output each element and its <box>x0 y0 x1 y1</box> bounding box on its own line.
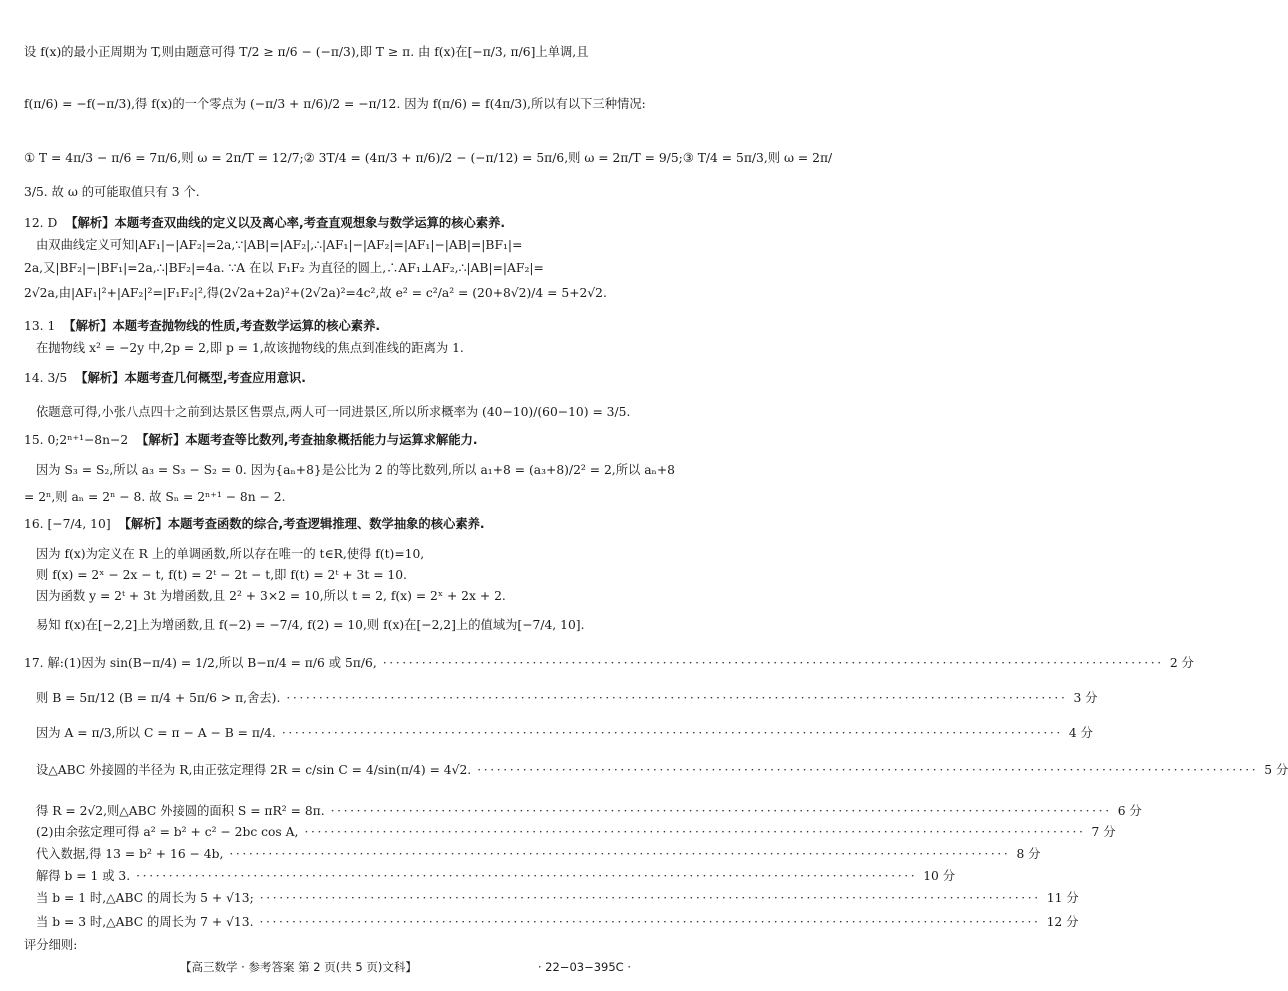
analysis-tag: 【解析】本题考查几何概型,考查应用意识. <box>75 371 306 385</box>
answer-line: 易知 f(x)在[−2,2]上为增函数,且 f(−2) = −7/4, f(2) = 10,则 f(x)在[−2,2]上的值域为[−7/4, 10]. <box>36 618 585 632</box>
step-text: 代入数据,得 13 = b² + 16 − 4b, <box>36 847 224 861</box>
step-score: 11 分 <box>1046 891 1079 905</box>
answer-line: 依题意可得,小张八点四十之前到达景区售票点,两人可一同进景区,所以所求概率为 (40−10)/(60−10) = 3/5. <box>36 405 631 419</box>
step-score: 8 分 <box>1016 847 1041 861</box>
leader-dots: ························································································································ <box>286 691 1068 705</box>
solution-step <box>24 655 1194 672</box>
leader-dots: ························································································································ <box>330 804 1112 818</box>
solution-step <box>36 890 1079 907</box>
analysis-tag: 【解析】本题考查等比数列,考查抽象概括能力与运算求解能力. <box>136 433 478 447</box>
footer-code: · 22−03−395C · <box>537 960 631 974</box>
step-score: 10 分 <box>923 869 956 883</box>
solution-step <box>36 824 1116 841</box>
step-score: 7 分 <box>1091 825 1116 839</box>
solution-step <box>36 914 1079 931</box>
step-score: 12 分 <box>1046 915 1079 929</box>
analysis-tag: 【解析】本题考查函数的综合,考查逻辑推理、数学抽象的核心素养. <box>118 517 485 531</box>
answer-line: 则 f(x) = 2ˣ − 2x − t, f(t) = 2ᵗ − 2t − t,即 f(t) = 2ᵗ + 3t = 10. <box>36 568 407 582</box>
question-number: 16. [−7/4, 10] <box>24 517 111 531</box>
footer-title: 【高三数学 · 参考答案 第 2 页(共 5 页)文科】 <box>180 960 417 974</box>
answer-line: 因为 f(x)为定义在 R 上的单调函数,所以存在唯一的 t∈R,使得 f(t)=10, <box>36 547 425 561</box>
analysis-tag: 【解析】本题考查抛物线的性质,考查数学运算的核心素养. <box>63 319 381 333</box>
leader-dots: ························································································································ <box>281 726 1063 740</box>
solution-step <box>36 846 1041 863</box>
leader-dots: ························································································································ <box>259 915 1041 929</box>
answer-line: 设 f(x)的最小正周期为 T,则由题意可得 T/2 ≥ π/6 − (−π/3),即 T ≥ π. 由 f(x)在[−π/3, π/6]上单调,且 <box>24 45 589 59</box>
answer-line: 2a,又|BF₂|−|BF₁|=2a,∴|BF₂|=4a. ∵A 在以 F₁F₂ 为直径的圆上,∴AF₁⊥AF₂,∴|AB|=|AF₂|= <box>24 261 544 275</box>
step-score: 6 分 <box>1117 804 1142 818</box>
solution-step <box>36 868 956 885</box>
step-score: 3 分 <box>1073 691 1098 705</box>
question-number: 12. D <box>24 216 58 230</box>
step-text: 17. 解:(1)因为 sin(B−π/4) = 1/2,所以 B−π/4 = π/6 或 5π/6, <box>24 656 377 670</box>
scoring-notes-heading: 评分细则: <box>24 938 78 952</box>
leader-dots: ························································································································ <box>304 825 1086 839</box>
step-score: 5 分 <box>1264 763 1288 777</box>
solution-step <box>36 690 1098 707</box>
question-header <box>24 432 635 449</box>
answer-line: = 2ⁿ,则 aₙ = 2ⁿ − 8. 故 Sₙ = 2ⁿ⁺¹ − 8n − 2. <box>24 490 286 504</box>
answer-line: 在抛物线 x² = −2y 中,2p = 2,即 p = 1,故该抛物线的焦点到准线的距离为 1. <box>36 341 464 355</box>
question-header <box>24 318 635 335</box>
answer-line: 因为 S₃ = S₂,所以 a₃ = S₃ − S₂ = 0. 因为{aₙ+8}是公比为 2 的等比数列,所以 a₁+8 = (a₃+8)/2² = 2,所以 aₙ+8 <box>36 463 675 477</box>
question-number: 14. 3/5 <box>24 371 68 385</box>
solution-step <box>36 762 1288 779</box>
question-number: 15. 0;2ⁿ⁺¹−8n−2 <box>24 433 129 447</box>
step-text: 因为 A = π/3,所以 C = π − A − B = π/4. <box>36 726 276 740</box>
solution-step <box>36 725 1093 742</box>
leader-dots: ························································································································ <box>229 847 1011 861</box>
question-header <box>24 516 635 533</box>
step-text: 则 B = 5π/12 (B = π/4 + 5π/6 > π,舍去). <box>36 691 281 705</box>
answer-line: 因为函数 y = 2ᵗ + 3t 为增函数,且 2² + 3×2 = 10,所以 t = 2, f(x) = 2ˣ + 2x + 2. <box>36 589 506 603</box>
step-score: 2 分 <box>1169 656 1194 670</box>
step-score: 4 分 <box>1068 726 1093 740</box>
answer-line: 3/5. 故 ω 的可能取值只有 3 个. <box>24 185 200 199</box>
analysis-tag: 【解析】本题考查双曲线的定义以及离心率,考查直观想象与数学运算的核心素养. <box>65 216 506 230</box>
step-text: 当 b = 3 时,△ABC 的周长为 7 + √13. <box>36 915 254 929</box>
step-text: 解得 b = 1 或 3. <box>36 869 131 883</box>
step-text: 设△ABC 外接圆的半径为 R,由正弦定理得 2R = c/sin C = 4/sin(π/4) = 4√2. <box>36 763 472 777</box>
answer-line: f(π/6) = −f(−π/3),得 f(x)的一个零点为 (−π/3 + π/6)/2 = −π/12. 因为 f(π/6) = f(4π/3),所以有以下三种情况: <box>24 97 646 111</box>
answer-line: 2√2a,由|AF₁|²+|AF₂|²=|F₁F₂|²,得(2√2a+2a)²+(2√2a)²=4c²,故 e² = c²/a² = (20+8√2)/4 = 5+2√2. <box>24 286 607 300</box>
question-header <box>24 215 635 232</box>
answer-line: 由双曲线定义可知|AF₁|−|AF₂|=2a,∵|AB|=|AF₂|,∴|AF₁|−|AF₂|=|AF₁|−|AB|=|BF₁|= <box>36 238 523 252</box>
leader-dots: ························································································································ <box>136 869 918 883</box>
answer-line: ① T = 4π/3 − π/6 = 7π/6,则 ω = 2π/T = 12/7;② 3T/4 = (4π/3 + π/6)/2 − (−π/12) = 5π/6,则 ω = 2π/T = 9/5;③ T/4 = 5π/3,则 ω = 2π/ <box>24 151 833 165</box>
step-text: (2)由余弦定理可得 a² = b² + c² − 2bc cos A, <box>36 825 299 839</box>
question-number: 13. 1 <box>24 319 56 333</box>
solution-step <box>36 803 1142 820</box>
step-text: 得 R = 2√2,则△ABC 外接圆的面积 S = πR² = 8π. <box>36 804 325 818</box>
leader-dots: ························································································································ <box>259 891 1041 905</box>
question-header <box>24 370 635 387</box>
leader-dots: ························································································································ <box>382 656 1164 670</box>
step-text: 当 b = 1 时,△ABC 的周长为 5 + √13; <box>36 891 254 905</box>
leader-dots: ························································································································ <box>477 763 1259 777</box>
